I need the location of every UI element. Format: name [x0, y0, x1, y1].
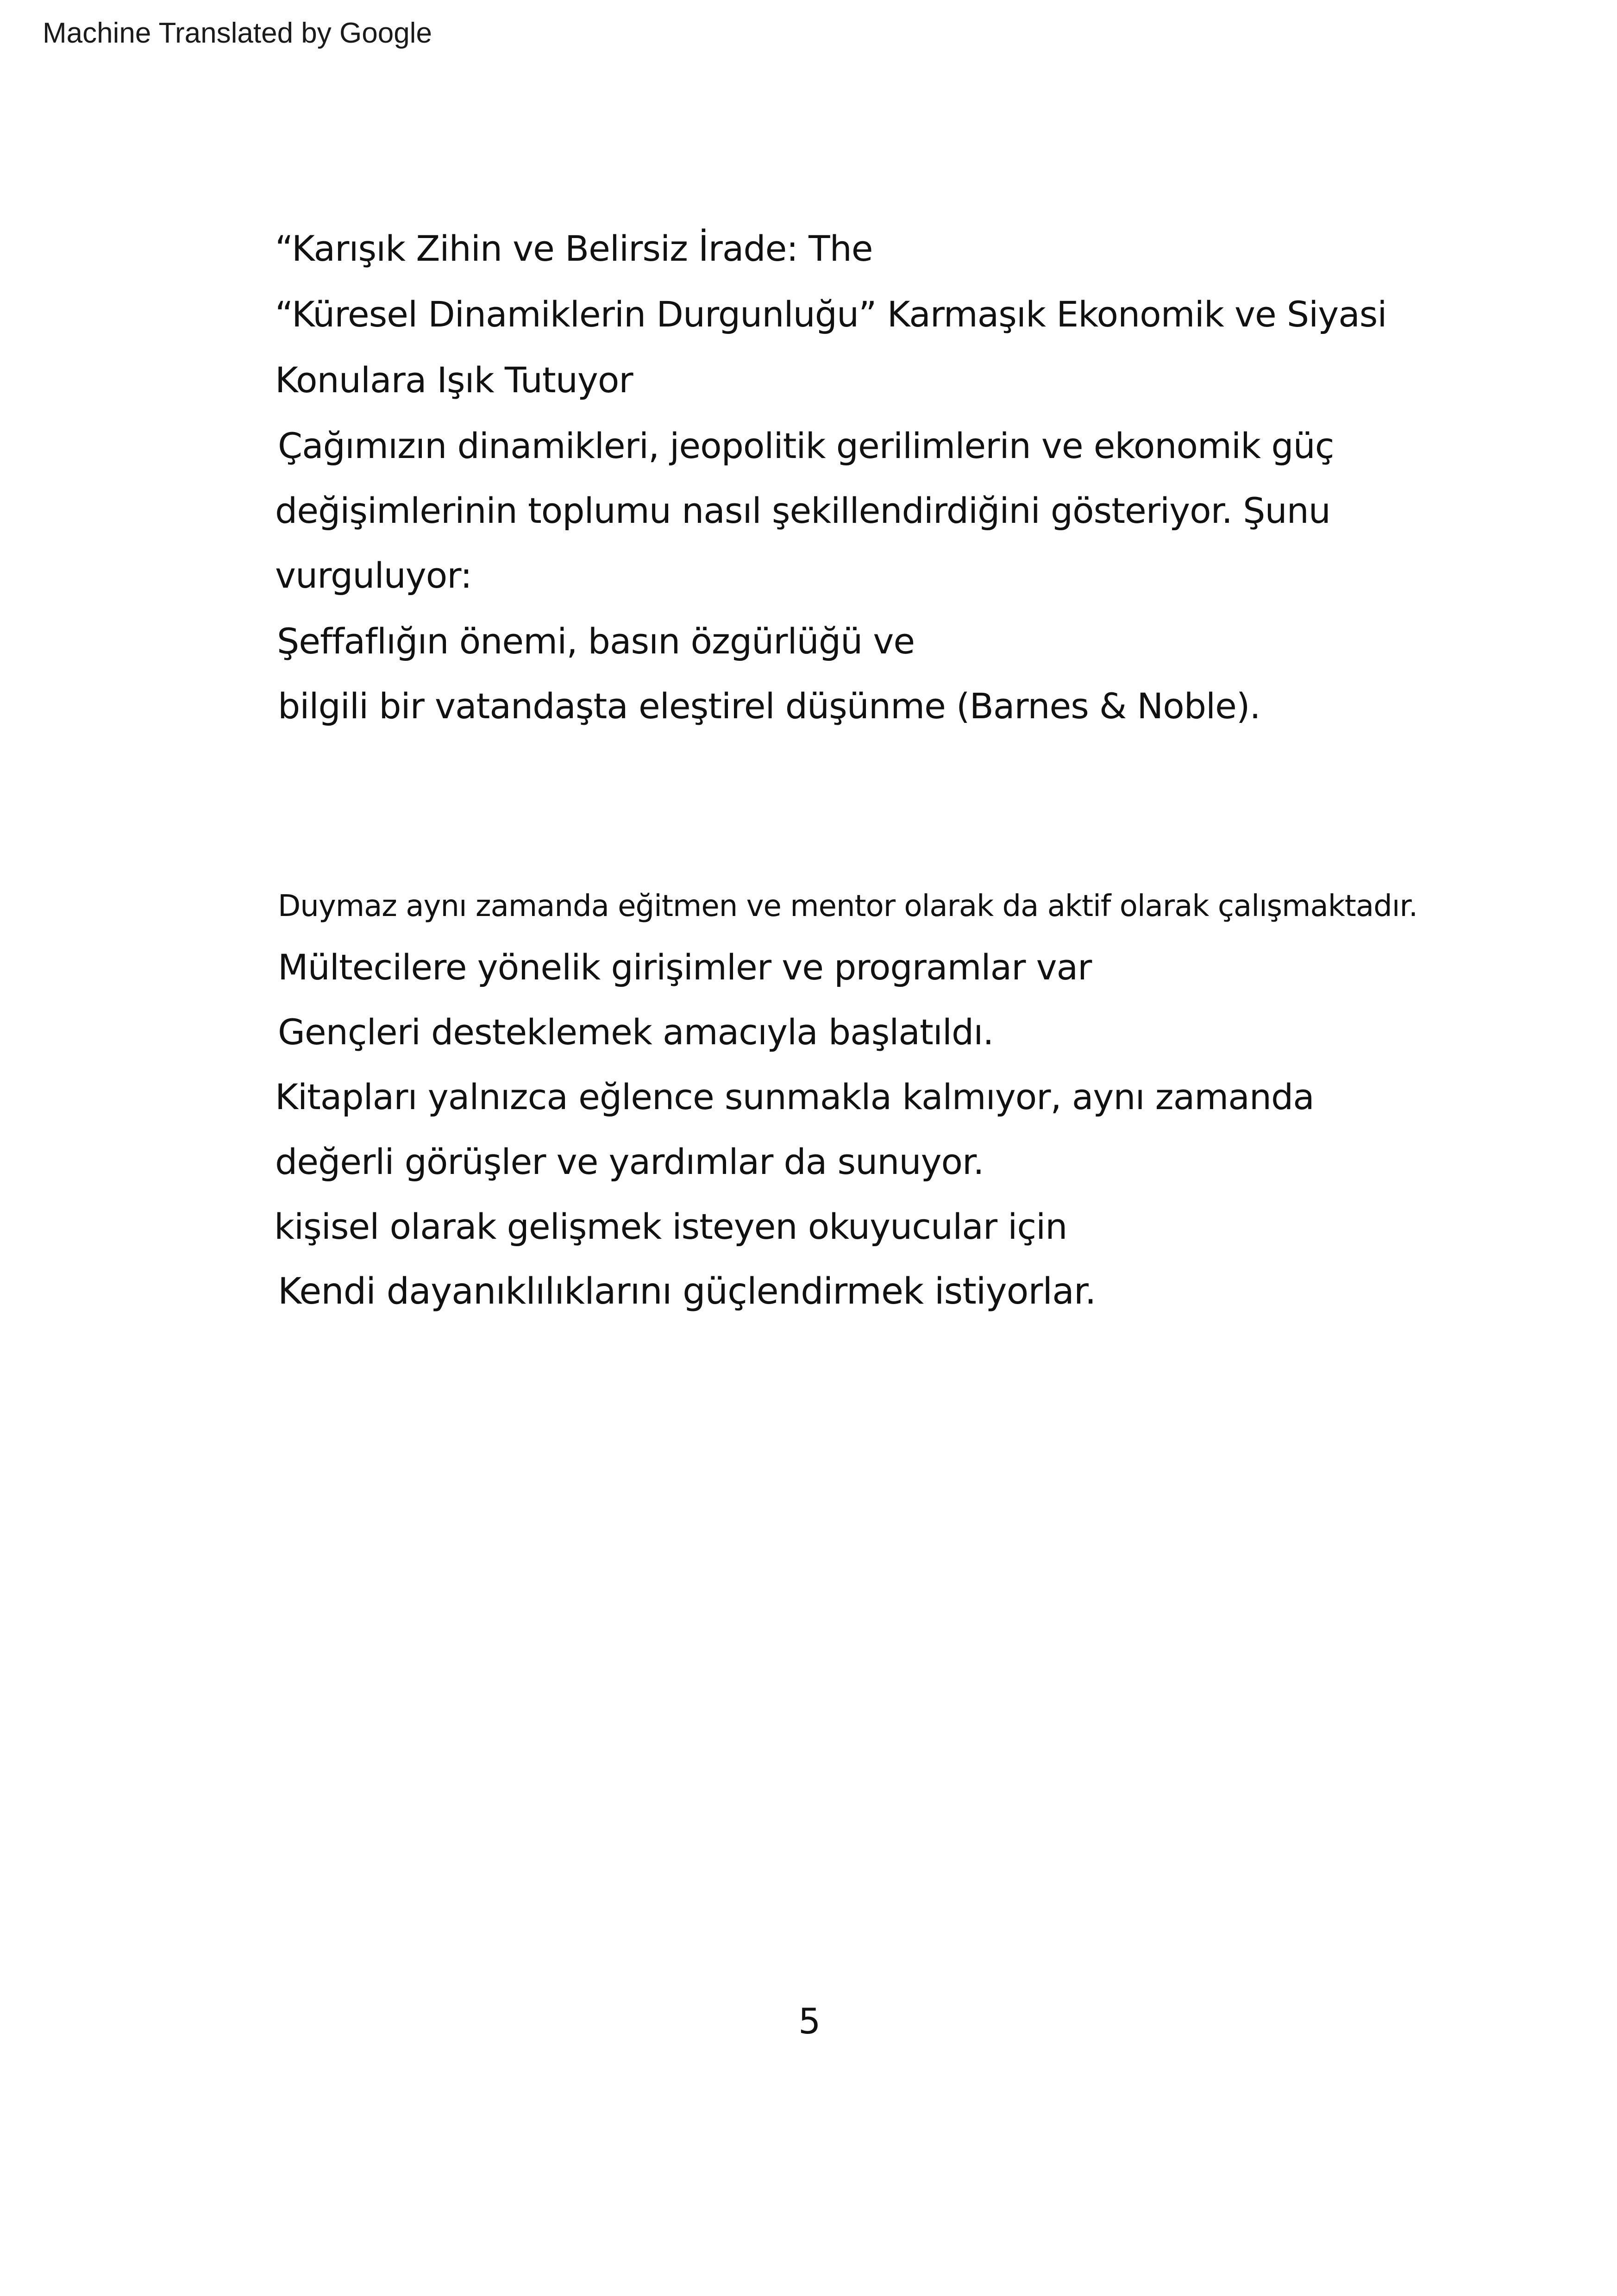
text-line: Gençleri desteklemek amacıyla başlatıldı. [278, 1011, 994, 1053]
text-line: vurguluyor: [275, 555, 472, 596]
text-line: Konulara Işık Tutuyor [275, 359, 633, 401]
text-line: Kitapları yalnızca eğlence sunmakla kalmıyor, aynı zamanda [275, 1076, 1314, 1117]
text-line: değerli görüşler ve yardımlar da sunuyor. [275, 1141, 984, 1182]
text-line: “Küresel Dinamiklerin Durgunluğu” Karmaşık Ekonomik ve Siyasi [275, 294, 1387, 335]
text-line: kişisel olarak gelişmek isteyen okuyucular için [274, 1206, 1067, 1247]
text-line: Çağımızın dinamikleri, jeopolitik gerilimlerin ve ekonomik güç [278, 425, 1334, 466]
text-line: bilgili bir vatandaşta eleştirel düşünme (Barnes & Noble). [278, 685, 1260, 727]
text-line: değişimlerinin toplumu nasıl şekillendirdiğini gösteriyor. Şunu [275, 490, 1330, 531]
text-line: Şeffaflığın önemi, basın özgürlüğü ve [277, 621, 915, 662]
machine-translation-banner: Machine Translated by Google [43, 17, 432, 49]
page-number: 5 [798, 2001, 821, 2042]
text-line: Kendi dayanıklılıklarını güçlendirmek istiyorlar. [278, 1271, 1096, 1312]
text-line: Mültecilere yönelik girişimler ve programlar var [278, 947, 1092, 988]
text-line: “Karışık Zihin ve Belirsiz İrade: The [275, 228, 873, 269]
text-line: Duymaz aynı zamanda eğitmen ve mentor olarak da aktif olarak çalışmaktadır. [278, 889, 1418, 923]
